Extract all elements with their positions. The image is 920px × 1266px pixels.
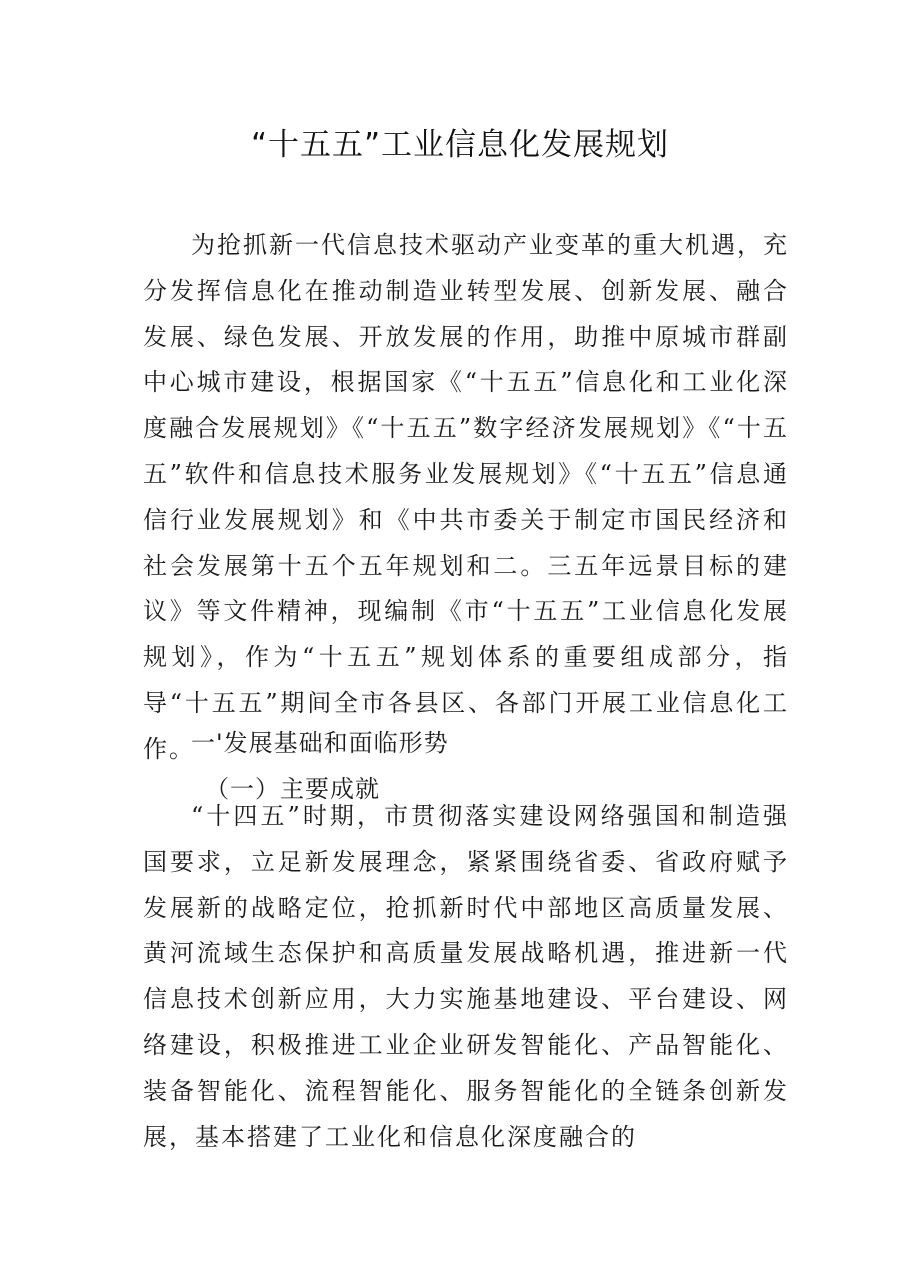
subsection-heading: （一）主要成就 <box>205 775 380 803</box>
intro-paragraph: 为抢抓新一代信息技术驱动产业变革的重大机遇，充分发挥信息化在推动制造业转型发展、创新发展、融合发展、绿色发展、开放发展的作用，助推中原城市群副中心城市建设，根据国家《“十五五”信息化和工业化深度融合发展规划》《“十五五”数字经济发展规划》《“十五五”软件和信息技术服务业发展规划》《“十五五”信息通信行业发展规划》和《中共市委关于制定市国民经济和社会发展第十五个五年规划和二。三五年远景目标的建议》等文件精神，现编制《市“十五五”工业信息化发展规划》，作为“十五五”规划体系的重要组成部分，指导“十五五”期间全市各县区、各部门开展工业信息化工作。 <box>143 231 789 763</box>
document-title: “十五五”工业信息化发展规划 <box>250 127 670 163</box>
section-heading: 一'发展基础和面临形势 <box>191 729 449 757</box>
achievements-paragraph: “十四五”时期，市贯彻落实建设网络强国和制造强国要求，立足新发展理念，紧紧围绕省委、省政府赋予发展新的战略定位，抢抓新时代中部地区高质量发展、黄河流域生态保护和高质量发展战略机遇，推进新一代信息技术创新应用，大力实施基地建设、平台建设、网络建设，积极推进工业企业研发智能化、产品智能化、装备智能化、流程智能化、服务智能化的全链条创新发展，基本搭建了工业化和信息化深度融合的 <box>143 802 789 1151</box>
